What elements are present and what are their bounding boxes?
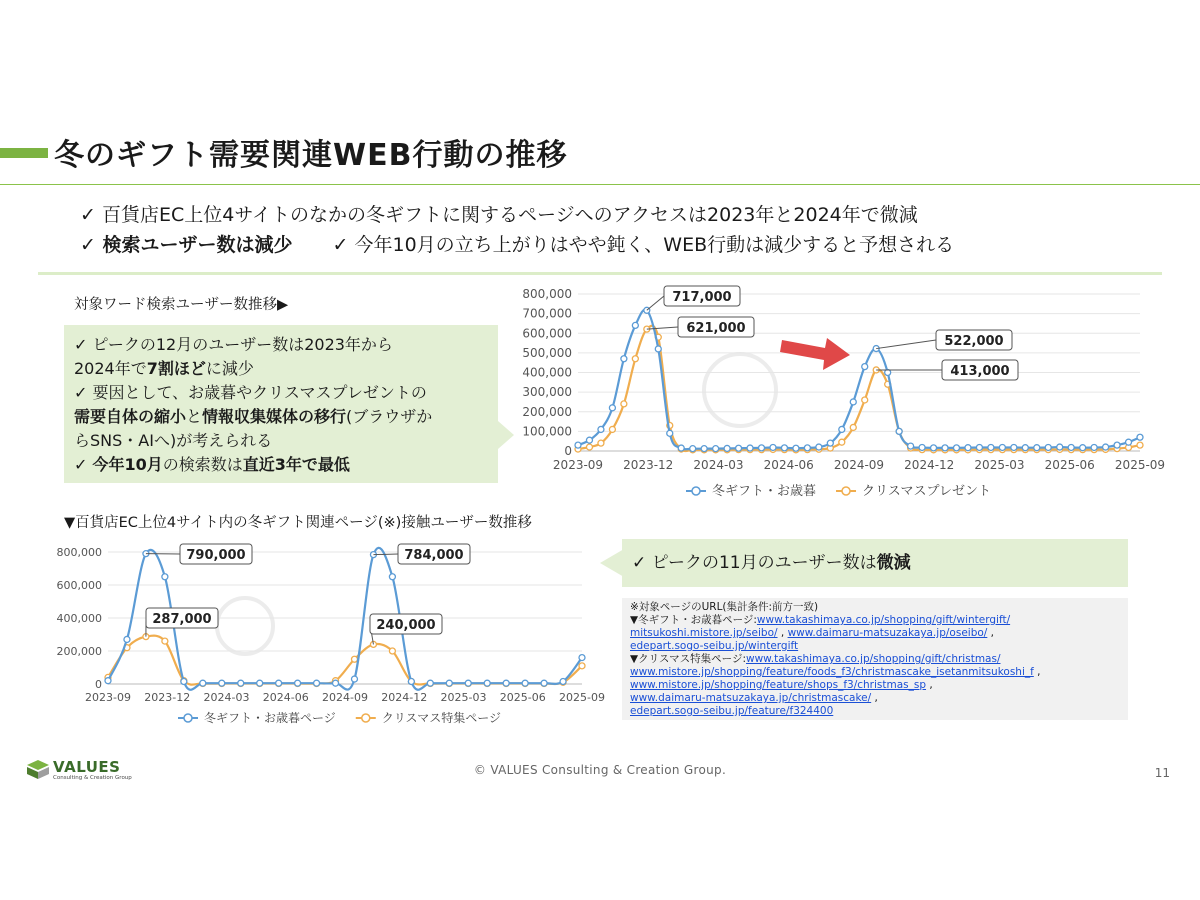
data-point <box>759 445 765 451</box>
data-point <box>389 648 395 654</box>
section-pages-label: ▼百貨店EC上位4サイト内の冬ギフト関連ページ(※)接触ユーザー数推移 <box>64 515 532 531</box>
data-point <box>850 399 856 405</box>
data-point <box>162 574 168 580</box>
data-point <box>257 680 263 686</box>
data-point <box>586 444 592 450</box>
data-point <box>609 405 615 411</box>
search-users-chart <box>510 280 1166 510</box>
data-point <box>827 440 833 446</box>
y-tick-label: 400,000 <box>56 612 102 625</box>
data-point <box>850 424 856 430</box>
callout-line: 2024年で7割ほどに減少 <box>74 359 254 378</box>
data-point <box>1137 442 1143 448</box>
callout-line: ✓ 要因として、お歳暮やクリスマスプレゼントの <box>74 383 427 402</box>
data-point <box>701 446 707 452</box>
annotation-label: 621,000 <box>686 321 746 336</box>
data-point <box>560 679 566 685</box>
annotation-label: 784,000 <box>404 548 464 563</box>
title-divider <box>0 184 1200 185</box>
title-bar <box>0 130 1200 188</box>
callout-line: らSNS・AIへ)が考えられる <box>74 431 273 450</box>
annotation-label: 287,000 <box>152 612 212 627</box>
x-tick-label: 2024-12 <box>381 691 428 704</box>
url-link[interactable]: www.mistore.jp/shopping/feature/foods_f3/christmascake_isetanmitsukoshi_f <box>630 666 1034 678</box>
x-tick-label: 2025-06 <box>1044 458 1095 472</box>
data-point <box>105 678 111 684</box>
legend-label: 冬ギフト・お歳暮ページ <box>204 711 336 725</box>
x-tick-label: 2024-06 <box>262 691 309 704</box>
pages-callout-pointer <box>600 549 624 577</box>
summary <box>80 200 954 260</box>
series-line-christmas <box>578 326 1140 451</box>
annotation-label: 413,000 <box>950 364 1010 379</box>
data-point <box>389 574 395 580</box>
data-point <box>724 445 730 451</box>
logo-subtitle: Consulting & Creation Group <box>53 775 132 781</box>
data-point <box>965 445 971 451</box>
summary-line-2 <box>80 230 954 260</box>
data-point <box>276 680 282 686</box>
legend-label: クリスマス特集ページ <box>381 711 502 725</box>
legend-swatch <box>842 487 850 495</box>
data-point <box>351 676 357 682</box>
data-point <box>162 638 168 644</box>
data-point <box>1045 444 1051 450</box>
url-link[interactable]: www.takashimaya.co.jp/shopping/gift/wintergift/ <box>756 614 1011 626</box>
pages-callout: ✓ ピークの11月のユーザー数は微減 <box>622 539 1128 587</box>
data-point <box>690 446 696 452</box>
y-tick-label: 600,000 <box>56 579 102 592</box>
annotation-label: 522,000 <box>944 334 1004 349</box>
callout-line: 需要自体の縮小と情報収集媒体の移行(ブラウザか <box>74 407 433 426</box>
data-point <box>1034 445 1040 451</box>
winter-urls: ▼冬ギフト・お歳暮ページ:www.takashimaya.co.jp/shopping/gift/wintergift/ mitsukoshi.mistore.jp/seibo/ , www.daimaru-matsuzakaya.jp/oseibo/ , edepart.sogo-seibu.jp/wintergift <box>630 614 1011 652</box>
data-point <box>747 445 753 451</box>
data-point <box>816 444 822 450</box>
section-search-label: 対象ワード検索ユーザー数推移▶ <box>74 297 289 313</box>
summary-point-search: ✓ 検索ユーザー数は減少 <box>80 234 293 256</box>
x-tick-label: 2024-06 <box>763 458 814 472</box>
data-point <box>1068 444 1074 450</box>
series-line-winter <box>578 309 1140 449</box>
data-point <box>999 444 1005 450</box>
data-point <box>503 680 509 686</box>
legend-label: クリスマスプレゼント <box>862 484 991 499</box>
xmas-urls: ▼クリスマス特集ページ:www.takashimaya.co.jp/shopping/gift/christmas/ www.mistore.jp/shopping/feature/foods_f3/christmascake_isetanmitsukoshi_f , www.mistore.jp/shopping/feature/shops_f3/christmas_sp , www.daimaru-matsuzakaya.jp/christmascake/ , edepart.sogo-seibu.jp/feature/f324400 <box>630 653 1041 717</box>
x-tick-label: 2025-03 <box>440 691 487 704</box>
x-tick-label: 2024-09 <box>322 691 368 704</box>
data-point <box>446 680 452 686</box>
legend-label: 冬ギフト・お歳暮 <box>712 484 817 499</box>
annotation-leader <box>373 554 398 555</box>
data-point <box>465 680 471 686</box>
data-point <box>632 322 638 328</box>
x-tick-label: 2025-03 <box>974 458 1025 472</box>
data-point <box>621 356 627 362</box>
data-point <box>953 445 959 451</box>
data-point <box>351 656 357 662</box>
legend-swatch <box>362 714 370 722</box>
data-point <box>839 426 845 432</box>
data-point <box>333 680 339 686</box>
annotation-leader <box>647 327 678 329</box>
search-callout <box>64 325 498 483</box>
y-tick-label: 800,000 <box>56 546 102 559</box>
page-title: 冬のギフト需要関連WEB行動の推移 <box>54 138 568 173</box>
summary-line-1: ✓ 百貨店EC上位4サイトのなかの冬ギフトに関するページへのアクセスは2023年と2024年で微減 <box>80 204 918 226</box>
data-point <box>862 397 868 403</box>
data-point <box>1137 434 1143 440</box>
data-point <box>238 680 244 686</box>
data-point <box>1011 444 1017 450</box>
y-tick-label: 200,000 <box>522 404 572 419</box>
x-tick-label: 2024-12 <box>904 458 955 472</box>
data-point <box>988 444 994 450</box>
data-point <box>1126 439 1132 445</box>
target-url-box <box>622 598 1128 720</box>
x-tick-label: 2025-06 <box>499 691 546 704</box>
page-users-chart <box>50 538 610 738</box>
data-point <box>408 679 414 685</box>
logo-brand: VALUES <box>53 758 121 776</box>
summary-point-october: ✓ 今年10月の立ち上がりはやや鈍く、WEB行動は減少すると予想される <box>332 234 955 256</box>
data-point <box>598 440 604 446</box>
x-tick-label: 2023-09 <box>85 691 131 704</box>
data-point <box>804 445 810 451</box>
data-point <box>124 636 130 642</box>
watermark-circle <box>217 598 273 654</box>
data-point <box>931 445 937 451</box>
data-point <box>793 445 799 451</box>
url-link[interactable]: www.daimaru-matsuzakaya.jp/christmascake/ <box>630 692 872 704</box>
x-tick-label: 2023-12 <box>623 458 674 472</box>
data-point <box>1091 444 1097 450</box>
x-tick-label: 2024-09 <box>833 458 885 472</box>
data-point <box>667 430 673 436</box>
y-tick-label: 100,000 <box>522 424 572 439</box>
data-point <box>295 680 301 686</box>
url-link[interactable]: edepart.sogo-seibu.jp/feature/f324400 <box>630 705 834 717</box>
data-point <box>908 443 914 449</box>
annotation-label: 717,000 <box>672 290 732 305</box>
data-point <box>736 445 742 451</box>
data-point <box>655 346 661 352</box>
data-point <box>678 445 684 451</box>
data-point <box>919 444 925 450</box>
data-point <box>219 680 225 686</box>
data-point <box>976 444 982 450</box>
title-accent-bar <box>0 148 48 158</box>
annotation-leader <box>647 296 664 310</box>
data-point <box>1103 444 1109 450</box>
x-tick-label: 2024-03 <box>693 458 744 472</box>
annotation-leader <box>876 340 936 349</box>
url-link[interactable]: edepart.sogo-seibu.jp/wintergift <box>630 640 799 652</box>
x-tick-label: 2023-12 <box>144 691 191 704</box>
data-point <box>862 364 868 370</box>
url-link[interactable]: www.mistore.jp/shopping/feature/shops_f3/christmas_sp <box>630 679 927 691</box>
data-point <box>781 445 787 451</box>
page-number: 11 <box>1154 766 1170 780</box>
y-tick-label: 700,000 <box>522 306 572 321</box>
url-link[interactable]: www.takashimaya.co.jp/shopping/gift/christmas/ <box>745 653 1001 665</box>
data-point <box>427 680 433 686</box>
y-tick-label: 0 <box>564 444 572 458</box>
data-point <box>314 680 320 686</box>
data-point <box>1057 444 1063 450</box>
x-tick-label: 2025-09 <box>559 691 605 704</box>
y-tick-label: 500,000 <box>522 345 572 360</box>
data-point <box>1114 442 1120 448</box>
url-link[interactable]: mitsukoshi.mistore.jp/seibo/ <box>630 627 778 639</box>
x-tick-label: 2024-03 <box>203 691 250 704</box>
callout-line: ✓ 今年10月の検索数は直近3年で最低 <box>74 455 350 474</box>
data-point <box>1022 445 1028 451</box>
summary-divider <box>38 272 1162 275</box>
data-point <box>839 439 845 445</box>
annotation-label: 240,000 <box>376 618 436 633</box>
y-tick-label: 0 <box>95 678 102 691</box>
data-point <box>1080 445 1086 451</box>
data-point <box>942 445 948 451</box>
url-heading: ※対象ページのURL(集計条件:前方一致) <box>630 601 819 613</box>
y-tick-label: 600,000 <box>522 326 572 341</box>
data-point <box>484 680 490 686</box>
data-point <box>586 437 592 443</box>
data-point <box>200 680 206 686</box>
data-point <box>579 655 585 661</box>
data-point <box>575 442 581 448</box>
legend-swatch <box>184 714 192 722</box>
data-point <box>621 401 627 407</box>
callout-line: ✓ ピークの12月のユーザー数は2023年から <box>74 335 393 354</box>
data-point <box>632 356 638 362</box>
data-point <box>770 444 776 450</box>
y-tick-label: 800,000 <box>522 287 572 301</box>
x-tick-label: 2023-09 <box>552 458 604 472</box>
x-tick-label: 2025-09 <box>1114 458 1166 472</box>
annotation-label: 790,000 <box>186 548 246 563</box>
data-point <box>713 446 719 452</box>
legend-swatch <box>692 487 700 495</box>
trend-arrow-icon <box>780 338 850 370</box>
y-tick-label: 300,000 <box>522 385 572 400</box>
data-point <box>598 426 604 432</box>
watermark-circle <box>704 354 776 426</box>
data-point <box>181 679 187 685</box>
data-point <box>579 663 585 669</box>
data-point <box>522 680 528 686</box>
y-tick-label: 200,000 <box>56 645 102 658</box>
data-point <box>896 428 902 434</box>
data-point <box>541 680 547 686</box>
data-point <box>609 426 615 432</box>
y-tick-label: 400,000 <box>522 365 572 380</box>
copyright: © VALUES Consulting & Creation Group. <box>473 763 727 777</box>
url-link[interactable]: www.daimaru-matsuzakaya.jp/oseibo/ <box>787 627 988 639</box>
